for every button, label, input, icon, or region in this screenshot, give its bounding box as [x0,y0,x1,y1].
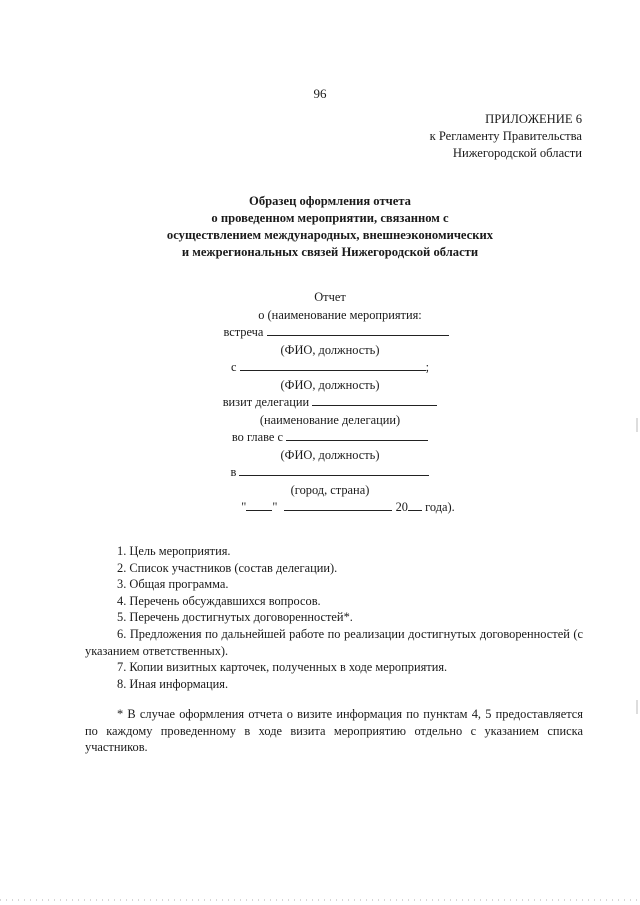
page-number: 96 [313,86,327,101]
year-blank-line [408,499,422,511]
city-country-caption: (город, страна) [290,482,370,497]
meeting-row [156,324,516,342]
fio-caption: (ФИО, должность) [280,377,380,392]
delegation-label: визит делегации [222,395,310,409]
list-item: 5. Перечень достигнутых договоренностей*. [117,610,353,625]
with-blank-line [240,359,426,371]
report-contents-list [85,543,583,692]
date-row [168,499,528,517]
scan-edge-mark [636,700,638,714]
appendix-header [430,111,582,162]
title-line: и межрегиональных связей Нижегородской области [181,245,479,259]
delegation-blank-line [312,394,437,406]
fio-caption: (ФИО, должность) [280,342,380,357]
with-row [150,359,510,377]
form-heading: Отчет [314,290,346,304]
list-item: 4. Перечень обсуждавшихся вопросов. [117,593,321,608]
report-form [150,289,510,517]
delegation-row [150,394,510,412]
delegation-caption: (наименование делегации) [259,412,401,427]
appendix-label: ПРИЛОЖЕНИЕ 6 [485,112,582,126]
title-line: о проведенном мероприятии, связанном с [211,211,449,225]
year-suffix: года). [425,500,455,514]
appendix-regulation: к Регламенту Правительства [429,129,582,143]
appendix-region: Нижегородской области [452,146,582,160]
date-open-quote: " [241,500,247,514]
month-blank-line [284,499,392,511]
headed-by-row [150,429,510,447]
event-name-label: о (наименование мероприятия: [258,307,422,322]
location-label: в [230,465,237,479]
list-item: 3. Общая программа. [117,577,229,592]
headed-by-blank-line [286,429,428,441]
title-line: осуществлением международных, внешнеэкономических [166,228,494,242]
semicolon: ; [425,360,430,374]
list-item: 7. Копии визитных карточек, полученных в ходе мероприятия. [117,660,448,675]
title-line: Образец оформления отчета [249,194,411,208]
headed-by-label: во главе с [231,430,283,444]
year-prefix: 20 [395,500,408,514]
date-close-quote: " [272,500,278,514]
list-item: 2. Список участников (состав делегации). [117,560,338,575]
location-row [150,464,510,482]
with-label: с [230,360,237,374]
list-item: 8. Иная информация. [117,676,229,691]
list-item: 1. Цель мероприятия. [117,544,231,558]
list-item: 6. Предложения по дальнейшей работе по реализации достигнутых договоренностей (с указанием ответственных). [85,626,583,658]
meeting-label: встреча [223,325,264,339]
fio-caption: (ФИО, должность) [280,447,380,462]
meeting-blank-line [267,324,449,336]
location-blank-line [239,464,429,476]
scan-edge-mark [636,418,638,432]
scan-border-dots [0,899,640,901]
day-blank-line [246,499,272,511]
footnote: * В случае оформления отчета о визите информация по пунктам 4, 5 предоставляется по каждому проведенному в ходе визита мероприятию отдельно с указанием списка участников. [85,707,583,755]
document-title [80,193,580,261]
